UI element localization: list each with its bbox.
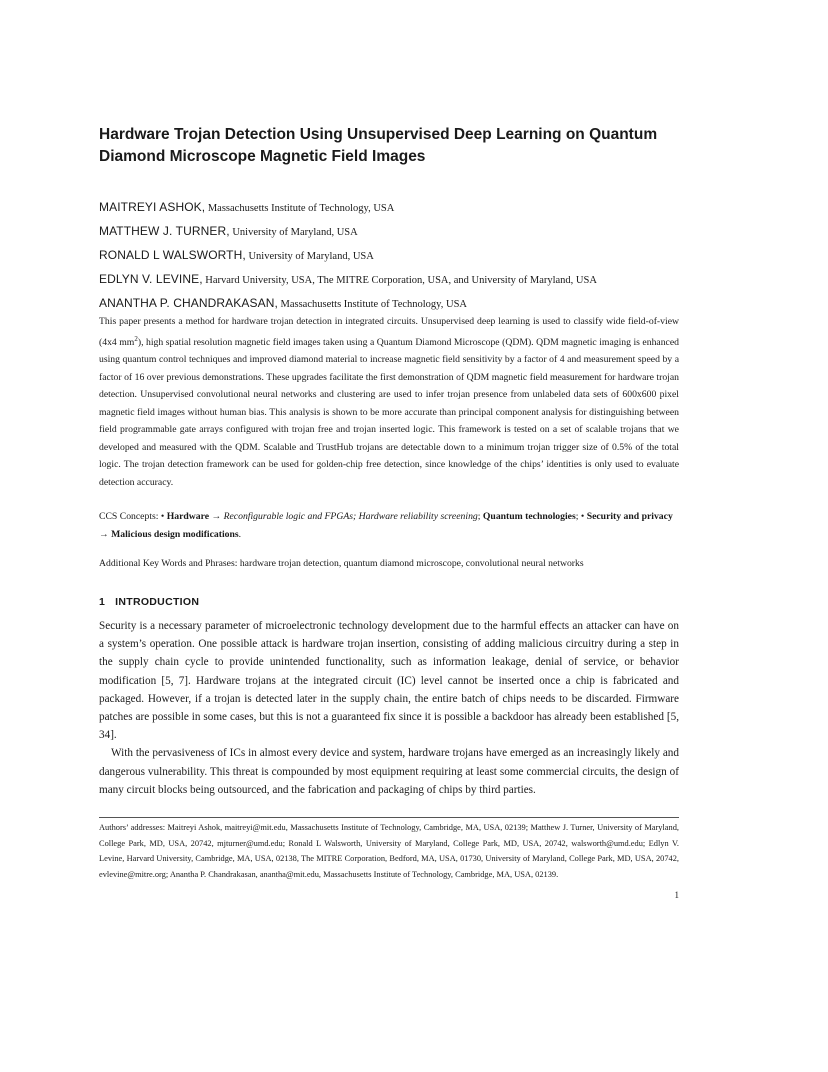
ccs-concept-quantum: Quantum technologies	[482, 511, 576, 522]
paper-title: Hardware Trojan Detection Using Unsupervised Deep Learning on Quantum Diamond Microscope Magnetic Field Images	[99, 126, 658, 165]
page-number: 1	[674, 890, 679, 900]
author-name: ANANTHA P. CHANDRAKASAN,	[99, 296, 278, 310]
ccs-end: .	[238, 528, 242, 540]
author-affiliation: Massachusetts Institute of Technology, USA	[205, 203, 395, 214]
author-name: MAITREYI ASHOK,	[99, 200, 206, 214]
author-affiliation: University of Maryland, USA	[229, 227, 358, 238]
author-name: EDLYN V. LEVINE,	[99, 272, 203, 286]
ccs-separator: ; •	[575, 511, 587, 522]
ccs-subconcepts-hardware: Reconfigurable logic and FPGAs; Hardware reliability screening	[223, 511, 478, 522]
author-line	[99, 196, 699, 220]
footnote-divider	[99, 817, 679, 818]
abstract	[99, 313, 679, 491]
paper-page	[99, 0, 679, 1072]
author-list	[99, 196, 699, 316]
author-affiliation: Harvard University, USA, The MITRE Corporation, USA, and University of Maryland, USA	[202, 275, 597, 286]
section-number: 1	[99, 596, 106, 608]
ccs-arrow: →	[209, 511, 224, 522]
author-name: RONALD L WALSWORTH,	[99, 248, 246, 262]
keywords: Additional Key Words and Phrases: hardware trojan detection, quantum diamond microscope, convolutional neural networks	[99, 558, 584, 569]
section-heading	[99, 596, 199, 608]
author-line	[99, 220, 699, 244]
body-paragraph: Security is a necessary parameter of microelectronic technology development due to the harmful effects an attacker can have on a system’s operation. One possible attack is hardware trojan insertion, consisting of adding malicious circuitry during a step in the supply chain cycle to provide unintended functionality, such as information leakage, denial of service, or behavior modification [5, 7]. Hardware trojans at the integrated circuit (IC) level cannot be inserted once a chip is fabricated and packaged. However, if a trojan is detected later in the supply chain, the entire batch of chips needs to be discarded. Firmware patches are possible in some cases, but this is not a guaranteed fix since it is possible a backdoor has already been established [5, 34].	[99, 620, 679, 742]
ccs-separator: ;	[477, 511, 483, 522]
section-title: INTRODUCTION	[115, 596, 200, 608]
body-paragraph: With the pervasiveness of ICs in almost every device and system, hardware trojans have emerged as an increasingly likely and dangerous vulnerability. This threat is compounded by most equipment requiring at least some commercial circuits, the design of many circuit blocks being outsourced, and the fabrication and packaging of chips by third parties.	[99, 747, 679, 796]
ccs-concept-security: Security and privacy → Malicious design modifications	[99, 511, 673, 540]
ccs-label: CCS Concepts: •	[99, 511, 167, 522]
abstract-text-end: ), high spatial resolution magnetic field images taken using a Quantum Diamond Microscope (QDM). QDM magnetic imaging is enhanced using quantum control techniques and improved diamond material to increase magnetic field sensitivity by a factor of 4 and measurement speed by a factor of 16 over previous demonstrations. These upgrades facilitate the first demonstration of QDM magnetic field measurement for hardware trojan detection. Unsupervised convolutional neural networks and clustering are used to infer trojan presence from unlabeled data sets of 600x600 pixel magnetic field images without human bias. This analysis is shown to be more accurate than principal component analysis for distinguishing between field programmable gate arrays configured with trojan free and trojan inserted logic. This framework is tested on a set of scalable trojans that we developed and measured with the QDM. Scalable and TrustHub trojans are detectable down to a minimum trojan trigger size of 0.5% of the total logic. The trojan detection framework can be used for golden-chip free detection, since knowledge of the chips’ identities is only used to evaluate detection accuracy.	[99, 336, 680, 488]
ccs-concepts	[99, 508, 679, 543]
author-affiliation: Massachusetts Institute of Technology, USA	[277, 299, 468, 310]
introduction-body	[99, 617, 679, 799]
abstract-superscript: 2	[134, 334, 138, 343]
author-line	[99, 268, 699, 292]
author-line	[99, 244, 699, 268]
author-addresses-footnote: Authors’ addresses: Maitreyi Ashok, maitreyi@mit.edu, Massachusetts Institute of Technology, Cambridge, MA, USA, 02139; Matthew J. Turner, University of Maryland, College Park, MD, USA, 20742, mjturner@umd.edu; Ronald L Walsworth, University of Maryland, College Park, MD, USA, 20742, walsworth@umd.edu; Edlyn V. Levine, Harvard University, Cambridge, MA, USA, 02138, The MITRE Corporation, Bedford, MA, USA, 01730, University of Maryland, College Park, MD, USA, 20742, evlevine@mitre.org; Anantha P. Chandrakasan, anantha@mit.edu, Massachusetts Institute of Technology, Cambridge, MA, USA, 02139.	[99, 823, 679, 879]
author-affiliation: University of Maryland, USA	[245, 251, 374, 262]
ccs-concept-hardware: Hardware	[166, 511, 210, 522]
abstract-text-start: This paper presents a method for hardware trojan detection in integrated circuits. Unsupervised deep learning is used to classify wide field-of-view (4x4 mm	[99, 316, 679, 348]
author-name: MATTHEW J. TURNER,	[99, 224, 230, 238]
